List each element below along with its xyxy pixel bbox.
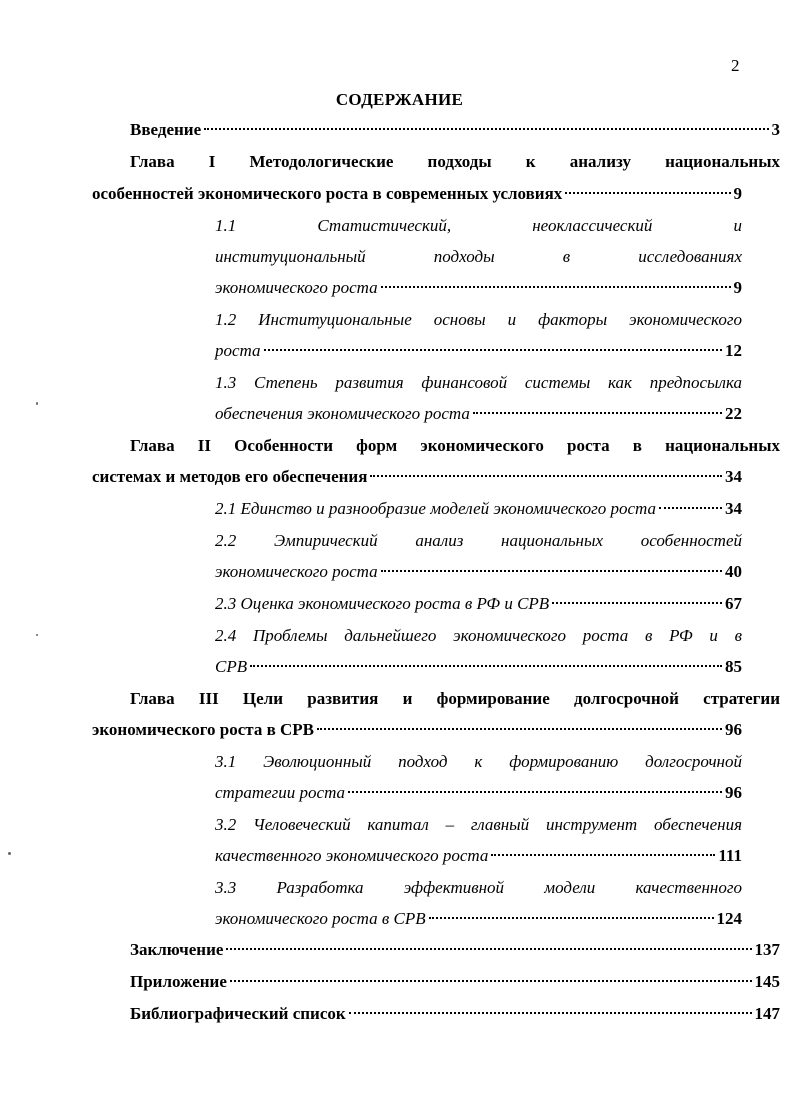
toc-entry-section-2-3	[215, 588, 742, 620]
toc-entry-title: экономического роста	[215, 278, 378, 297]
chapter-title: Глава III Цели развития и формирование долгосрочной стратегии	[130, 689, 780, 708]
section-title: институциональный подходы в исследованиях	[215, 247, 742, 266]
scan-speck	[8, 852, 11, 855]
toc-entry-title: Введение	[130, 120, 202, 139]
toc-entry-page: 96	[725, 783, 742, 802]
leader-dots	[370, 475, 722, 477]
toc-entry-appendix	[92, 966, 780, 998]
scan-speck	[36, 402, 38, 405]
leader-dots	[429, 917, 714, 919]
section-title: 1.3 Степень развития финансовой системы как предпосылка	[215, 373, 742, 392]
toc-entry-title: особенностей экономического роста в современных условиях	[92, 184, 563, 203]
toc-entry-section-2-1	[215, 493, 742, 525]
section-title: 3.2 Человеческий капитал – главный инструмент обеспечения	[215, 815, 742, 834]
toc-entry-title: экономического роста	[215, 562, 378, 581]
toc-entry-page: 85	[725, 657, 742, 676]
chapter-title: Глава I Методологические подходы к анализу национальных	[130, 152, 780, 171]
toc-entry-section-1-1	[215, 272, 742, 304]
toc-entry-title: стратегии роста	[215, 783, 346, 802]
toc-entry-title: Библиографический список	[130, 1004, 346, 1023]
toc-entry-page: 147	[754, 1004, 780, 1023]
leader-dots	[264, 349, 722, 351]
toc-entry-page: 145	[754, 972, 780, 991]
toc-entry-title: СРВ	[215, 657, 248, 676]
toc-entry-chapter-2	[92, 461, 742, 493]
toc-entry-page: 34	[725, 467, 742, 486]
toc-entry-title: Заключение	[130, 940, 224, 959]
leader-dots	[491, 854, 715, 856]
leader-dots	[230, 980, 752, 982]
leader-dots	[250, 665, 722, 667]
toc-entry-intro	[92, 114, 780, 146]
section-title: 1.2 Институциональные основы и факторы экономического	[215, 310, 742, 329]
toc-entry-title: 2.3 Оценка экономического роста в РФ и СРВ	[215, 594, 550, 613]
toc-entry-page: 111	[718, 846, 742, 865]
toc-entry-section-3-3	[215, 903, 742, 935]
toc-entry-section-3-2	[215, 840, 742, 872]
scan-speck	[36, 634, 38, 636]
section-title: 3.1 Эволюционный подход к формированию долгосрочной	[215, 752, 742, 771]
toc-entry-title: экономического роста в СРВ	[215, 909, 426, 928]
toc-entry-page: 34	[725, 499, 742, 518]
toc-entry-title: экономического роста в СРВ	[92, 720, 315, 739]
toc-entry-title: обеспечения экономического роста	[215, 404, 470, 423]
toc-entry-page: 9	[733, 184, 742, 203]
toc-entry-page: 96	[725, 720, 742, 739]
toc-entry-page: 67	[725, 594, 742, 613]
section-title: 3.3 Разработка эффективной модели качественного	[215, 878, 742, 897]
leader-dots	[349, 1012, 752, 1014]
toc-entry-title: Приложение	[130, 972, 227, 991]
toc-entry-page: 124	[716, 909, 742, 928]
toc-entry-page: 12	[725, 341, 742, 360]
toc-entry-bibliography	[92, 998, 780, 1030]
leader-dots	[552, 602, 722, 604]
toc-entry-page: 22	[725, 404, 742, 423]
toc-entry-page: 137	[754, 940, 780, 959]
leader-dots	[381, 570, 722, 572]
toc-entry-section-3-1	[215, 777, 742, 809]
leader-dots	[659, 507, 722, 509]
leader-dots	[204, 128, 768, 130]
leader-dots	[317, 728, 722, 730]
section-title: 2.4 Проблемы дальнейшего экономического роста в РФ и в	[215, 626, 742, 645]
section-title: 2.2 Эмпирический анализ национальных особенностей	[215, 531, 742, 550]
toc-entry-page: 3	[771, 120, 780, 139]
toc-entry-title: роста	[215, 341, 261, 360]
toc-entry-title: системах и методов его обеспечения	[92, 467, 368, 486]
toc-entry-section-2-4	[215, 651, 742, 683]
toc-entry-section-1-3	[215, 398, 742, 430]
toc-entry-section-1-2	[215, 335, 742, 367]
leader-dots	[348, 791, 722, 793]
toc-entry-title: 2.1 Единство и разнообразие моделей экономического роста	[215, 499, 657, 518]
chapter-title: Глава II Особенности форм экономического роста в национальных	[130, 436, 780, 455]
section-title: 1.1 Статистический, неоклассический и	[215, 216, 742, 235]
toc-entry-conclusion	[92, 934, 780, 966]
leader-dots	[473, 412, 722, 414]
toc-entry-chapter-1	[92, 178, 742, 210]
toc-entry-title: качественного экономического роста	[215, 846, 489, 865]
leader-dots	[381, 286, 731, 288]
toc-title: СОДЕРЖАНИЕ	[335, 90, 464, 109]
toc-entry-page: 40	[725, 562, 742, 581]
toc-entry-page: 9	[733, 278, 742, 297]
leader-dots	[565, 192, 730, 194]
toc-entry-chapter-3	[92, 714, 742, 746]
page-number: 2	[731, 56, 740, 75]
leader-dots	[226, 948, 751, 950]
toc-entry-section-2-2	[215, 556, 742, 588]
